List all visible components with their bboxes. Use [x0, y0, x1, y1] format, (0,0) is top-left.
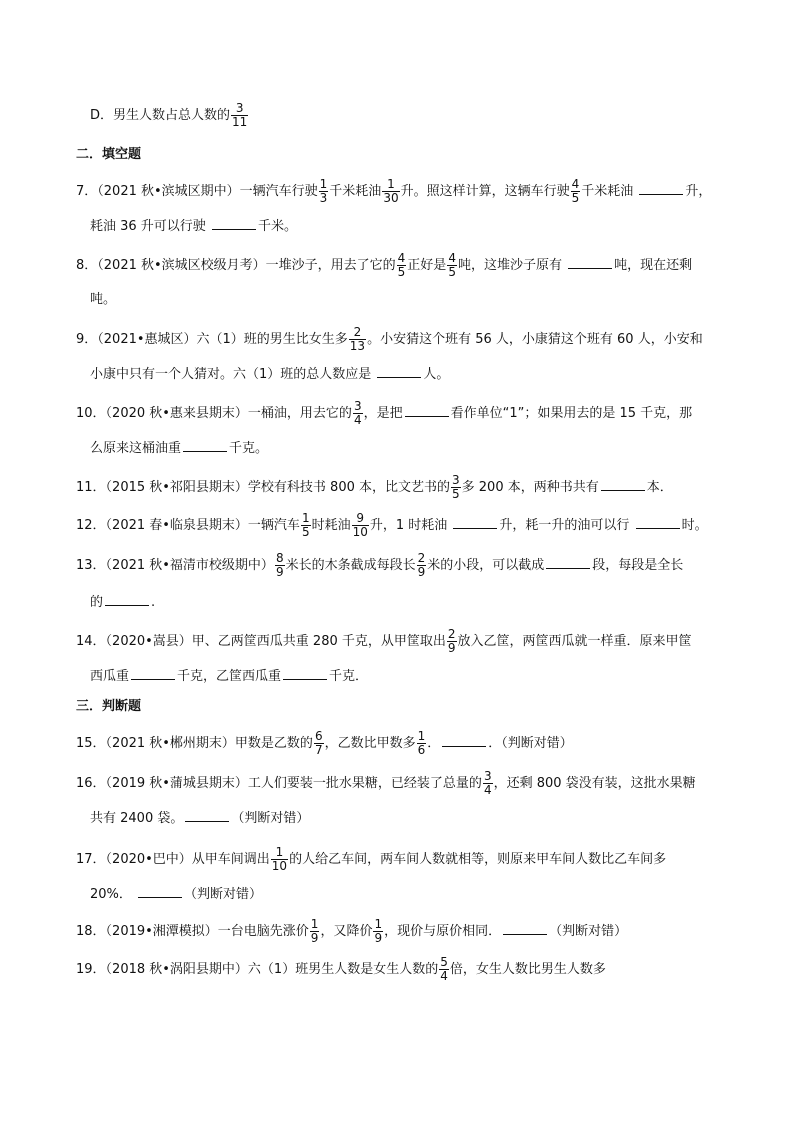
fraction: $\frac{1}{5}$: [301, 511, 310, 539]
question-10-line-1: 10．（2020 秋•惠来县期末）一桶油，用去它的 $\frac{3}{4}$ ，是把 看作单位“1”；如果用去的是 15 千克，那: [76, 399, 693, 427]
answer-blank[interactable]: [453, 515, 497, 529]
question-14-line-1: 14．（2020•嵩县）甲、乙两筐西瓜共重 280 千克，从甲筐取出 $\frac{2}{9}$ 放入乙筐，两筐西瓜就一样重．原来甲筐: [76, 627, 692, 655]
question-7-line-1: 7．（2021 秋•滨城区期中）一辆汽车行驶 $\frac{1}{3}$ 千米耗油 $\frac{1}{30}$ 升。照这样计算，这辆车行驶 $\frac{4}{5}$ 千米耗油 升，: [76, 177, 712, 205]
question-8-line-2: 吨。: [90, 292, 117, 307]
answer-blank[interactable]: [636, 515, 680, 529]
section-title-fill: 二．填空题: [76, 147, 142, 162]
answer-blank[interactable]: [131, 666, 175, 680]
fraction: $\frac{2}{13}$: [349, 325, 366, 353]
fraction: $\frac{1}{3}$: [319, 177, 328, 205]
fraction: $\frac{4}{5}$: [448, 251, 456, 279]
answer-blank[interactable]: [639, 181, 683, 195]
fraction: $\frac{3}{11}$: [232, 101, 248, 129]
question-7-line-2: 耗油 36 升可以行驶 千米。: [90, 216, 297, 237]
answer-blank[interactable]: [283, 666, 327, 680]
fraction: $\frac{4}{5}$: [571, 177, 580, 205]
fraction: $\frac{1}{30}$: [383, 177, 399, 205]
fraction: $\frac{3}{4}$: [483, 769, 492, 797]
fraction: $\frac{8}{9}$: [275, 551, 284, 579]
fraction: $\frac{3}{5}$: [452, 473, 460, 501]
fraction: $\frac{1}{9}$: [310, 917, 319, 945]
answer-blank[interactable]: [568, 255, 612, 269]
answer-blank[interactable]: [138, 884, 182, 898]
question-19: 19．（2018 秋•涡阳县期中）六（1）班男生人数是女生人数的 $\frac{5}{4}$ 倍，女生人数比男生人数多: [76, 955, 606, 983]
question-16-line-1: 16．（2019 秋•蒲城县期末）工人们要装一批水果糖，已经装了总量的 $\frac{3}{4}$ ，还剩 800 袋没有装，这批水果糖: [76, 769, 696, 797]
answer-blank[interactable]: [503, 921, 547, 935]
question-13-line-2: 的 .: [90, 592, 155, 613]
question-17-line-1: 17．（2020•巴中）从甲车间调出 $\frac{1}{10}$ 的人给乙车间，两车间人数就相等，则原来甲车间人数比乙车间多: [76, 845, 667, 873]
answer-blank[interactable]: [442, 733, 486, 747]
question-15: 15．（2021 秋•郴州期末）甲数是乙数的 $\frac{6}{7}$ ，乙数比甲数多 $\frac{1}{6}$ ． ．（判断对错）: [76, 729, 573, 757]
question-11: 11．（2015 秋•祁阳县期末）学校有科技书 800 本，比文艺书的 $\frac{3}{5}$ 多 200 本，两种书共有 本．: [76, 473, 673, 501]
fraction: $\frac{1}{9}$: [374, 917, 383, 945]
answer-blank[interactable]: [185, 808, 229, 822]
answer-blank[interactable]: [546, 555, 590, 569]
answer-blank[interactable]: [601, 477, 645, 491]
fraction: $\frac{1}{6}$: [417, 729, 426, 757]
fraction: $\frac{2}{9}$: [417, 551, 426, 579]
question-9-line-2: 小康中只有一个人猜对。六（1）班的总人数应是 人。: [90, 364, 449, 385]
answer-blank[interactable]: [212, 216, 256, 230]
question-16-line-2: 共有 2400 袋。 （判断对错）: [90, 808, 309, 829]
question-8-line-1: 8．（2021 秋•滨城区校级月考）一堆沙子，用去了它的 $\frac{4}{5}$ 正好是 $\frac{4}{5}$ 吨，这堆沙子原有 吨，现在还剩: [76, 251, 693, 279]
option-d: D．男生人数占总人数的 $\frac{3}{11}$: [90, 101, 248, 129]
fraction: $\frac{1}{10}$: [271, 845, 288, 873]
fraction: $\frac{4}{5}$: [397, 251, 406, 279]
answer-blank[interactable]: [183, 438, 227, 452]
answer-blank[interactable]: [377, 364, 421, 378]
fraction: $\frac{5}{4}$: [440, 955, 448, 983]
fraction: $\frac{3}{4}$: [353, 399, 362, 427]
question-17-line-2: 20%． （判断对错）: [90, 884, 262, 905]
question-14-line-2: 西瓜重 千克，乙筐西瓜重 千克．: [90, 666, 368, 687]
section-title-judge: 三．判断题: [76, 699, 142, 714]
fraction: $\frac{2}{9}$: [447, 627, 456, 655]
answer-blank[interactable]: [405, 403, 449, 417]
question-9-line-1: 9．（2021•惠城区）六（1）班的男生比女生多 $\frac{2}{13}$ 。小安猜这个班有 56 人，小康猜这个班有 60 人，小安和: [76, 325, 703, 353]
question-10-line-2: 么原来这桶油重 千克。: [90, 438, 268, 459]
answer-blank[interactable]: [105, 592, 149, 606]
fraction: $\frac{9}{10}$: [352, 511, 368, 539]
fraction: $\frac{6}{7}$: [314, 729, 323, 757]
question-12: 12．（2021 春•临泉县期末）一辆汽车 $\frac{1}{5}$ 时耗油 $\frac{9}{10}$ 升，1 时耗油 升，耗一升的油可以行 时。: [76, 511, 708, 539]
question-13-line-1: 13．（2021 秋•福清市校级期中） $\frac{8}{9}$ 米长的木条截成每段长 $\frac{2}{9}$ 米的小段，可以截成 段，每段是全长: [76, 551, 684, 579]
question-18: 18．（2019•湘潭模拟）一台电脑先涨价 $\frac{1}{9}$ ，又降价 $\frac{1}{9}$ ，现价与原价相同． （判断对错）: [76, 917, 628, 945]
